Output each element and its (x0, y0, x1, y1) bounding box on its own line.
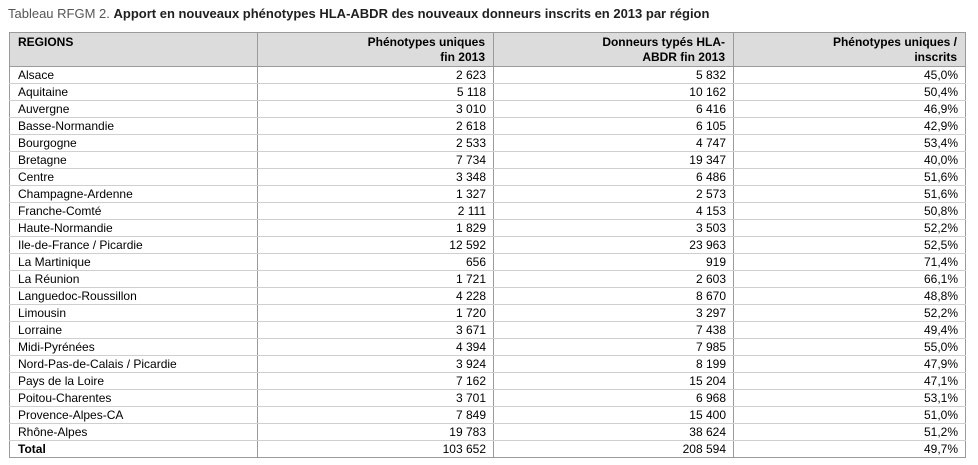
header-typed-donors: Donneurs typés HLA- ABDR fin 2013 (494, 33, 734, 67)
cell-typed-donors: 6 486 (494, 169, 734, 186)
cell-region: Provence-Alpes-CA (10, 407, 258, 424)
cell-region: Pays de la Loire (10, 373, 258, 390)
cell-unique-phenotypes: 2 111 (258, 203, 494, 220)
cell-unique-phenotypes: 1 327 (258, 186, 494, 203)
cell-region: Languedoc-Roussillon (10, 288, 258, 305)
header-row (10, 33, 966, 67)
cell-typed-donors: 6 105 (494, 118, 734, 135)
cell-unique-phenotypes: 2 618 (258, 118, 494, 135)
cell-typed-donors: 4 747 (494, 135, 734, 152)
cell-unique-phenotypes: 7 162 (258, 373, 494, 390)
cell-ratio: 50,8% (734, 203, 966, 220)
table-row (10, 254, 966, 271)
cell-ratio: 46,9% (734, 101, 966, 118)
cell-region: Champagne-Ardenne (10, 186, 258, 203)
total-label: Total (10, 441, 258, 458)
cell-region: Poitou-Charentes (10, 390, 258, 407)
table-row (10, 152, 966, 169)
table-row (10, 118, 966, 135)
cell-region: Lorraine (10, 322, 258, 339)
cell-typed-donors: 919 (494, 254, 734, 271)
cell-ratio: 40,0% (734, 152, 966, 169)
cell-unique-phenotypes: 3 348 (258, 169, 494, 186)
table-title-text: Apport en nouveaux phénotypes HLA-ABDR des nouveaux donneurs inscrits en 2013 par région (113, 6, 710, 21)
cell-typed-donors: 8 199 (494, 356, 734, 373)
cell-unique-phenotypes: 4 228 (258, 288, 494, 305)
cell-region: Limousin (10, 305, 258, 322)
cell-ratio: 51,0% (734, 407, 966, 424)
cell-unique-phenotypes: 3 701 (258, 390, 494, 407)
cell-typed-donors: 8 670 (494, 288, 734, 305)
cell-typed-donors: 3 297 (494, 305, 734, 322)
table-row (10, 135, 966, 152)
cell-region: Bretagne (10, 152, 258, 169)
cell-region: Ile-de-France / Picardie (10, 237, 258, 254)
table-row (10, 407, 966, 424)
total-row (10, 441, 966, 458)
cell-typed-donors: 19 347 (494, 152, 734, 169)
cell-ratio: 50,4% (734, 84, 966, 101)
cell-ratio: 51,6% (734, 186, 966, 203)
cell-typed-donors: 4 153 (494, 203, 734, 220)
cell-unique-phenotypes: 5 118 (258, 84, 494, 101)
cell-ratio: 45,0% (734, 67, 966, 84)
table-row (10, 339, 966, 356)
cell-region: Centre (10, 169, 258, 186)
cell-unique-phenotypes: 1 721 (258, 271, 494, 288)
cell-region: Bourgogne (10, 135, 258, 152)
table-row (10, 322, 966, 339)
cell-typed-donors: 15 400 (494, 407, 734, 424)
table-row (10, 305, 966, 322)
cell-typed-donors: 2 573 (494, 186, 734, 203)
table-header (10, 33, 966, 67)
table-row (10, 203, 966, 220)
cell-unique-phenotypes: 3 671 (258, 322, 494, 339)
cell-region: Auvergne (10, 101, 258, 118)
table-row (10, 169, 966, 186)
cell-region: Haute-Normandie (10, 220, 258, 237)
cell-typed-donors: 3 503 (494, 220, 734, 237)
header-regions: REGIONS (10, 33, 258, 67)
cell-unique-phenotypes: 4 394 (258, 339, 494, 356)
cell-ratio: 53,4% (734, 135, 966, 152)
cell-typed-donors: 6 416 (494, 101, 734, 118)
cell-ratio: 52,2% (734, 220, 966, 237)
table-row (10, 67, 966, 84)
total-ratio: 49,7% (734, 441, 966, 458)
cell-typed-donors: 5 832 (494, 67, 734, 84)
cell-region: La Réunion (10, 271, 258, 288)
cell-unique-phenotypes: 2 533 (258, 135, 494, 152)
cell-unique-phenotypes: 656 (258, 254, 494, 271)
cell-region: Aquitaine (10, 84, 258, 101)
cell-region: Midi-Pyrénées (10, 339, 258, 356)
cell-typed-donors: 7 438 (494, 322, 734, 339)
cell-unique-phenotypes: 1 720 (258, 305, 494, 322)
cell-ratio: 53,1% (734, 390, 966, 407)
cell-typed-donors: 7 985 (494, 339, 734, 356)
cell-typed-donors: 15 204 (494, 373, 734, 390)
table-title (8, 6, 709, 21)
total-unique-phenotypes: 103 652 (258, 441, 494, 458)
cell-region: La Martinique (10, 254, 258, 271)
cell-unique-phenotypes: 7 849 (258, 407, 494, 424)
cell-region: Franche-Comté (10, 203, 258, 220)
table-row (10, 84, 966, 101)
header-unique-phenotypes: Phénotypes uniques fin 2013 (258, 33, 494, 67)
cell-typed-donors: 38 624 (494, 424, 734, 441)
cell-unique-phenotypes: 7 734 (258, 152, 494, 169)
cell-ratio: 71,4% (734, 254, 966, 271)
table-row (10, 288, 966, 305)
table-row (10, 390, 966, 407)
cell-ratio: 51,6% (734, 169, 966, 186)
cell-ratio: 66,1% (734, 271, 966, 288)
cell-region: Alsace (10, 67, 258, 84)
cell-unique-phenotypes: 2 623 (258, 67, 494, 84)
cell-region: Rhône-Alpes (10, 424, 258, 441)
table-row (10, 237, 966, 254)
cell-ratio: 47,1% (734, 373, 966, 390)
cell-ratio: 48,8% (734, 288, 966, 305)
table-row (10, 424, 966, 441)
table-title-prefix: Tableau RFGM 2. (8, 6, 110, 21)
table-row (10, 101, 966, 118)
header-ratio: Phénotypes uniques / inscrits (734, 33, 966, 67)
cell-typed-donors: 10 162 (494, 84, 734, 101)
cell-ratio: 52,5% (734, 237, 966, 254)
cell-ratio: 55,0% (734, 339, 966, 356)
table-row (10, 186, 966, 203)
cell-ratio: 52,2% (734, 305, 966, 322)
total-typed-donors: 208 594 (494, 441, 734, 458)
cell-unique-phenotypes: 1 829 (258, 220, 494, 237)
cell-region: Basse-Normandie (10, 118, 258, 135)
cell-region: Nord-Pas-de-Calais / Picardie (10, 356, 258, 373)
table-row (10, 220, 966, 237)
cell-unique-phenotypes: 3 924 (258, 356, 494, 373)
table-row (10, 271, 966, 288)
table-body (10, 67, 966, 458)
cell-typed-donors: 23 963 (494, 237, 734, 254)
table-row (10, 373, 966, 390)
cell-typed-donors: 6 968 (494, 390, 734, 407)
table-row (10, 356, 966, 373)
cell-ratio: 42,9% (734, 118, 966, 135)
cell-unique-phenotypes: 3 010 (258, 101, 494, 118)
cell-ratio: 51,2% (734, 424, 966, 441)
cell-unique-phenotypes: 12 592 (258, 237, 494, 254)
cell-typed-donors: 2 603 (494, 271, 734, 288)
cell-ratio: 47,9% (734, 356, 966, 373)
cell-ratio: 49,4% (734, 322, 966, 339)
cell-unique-phenotypes: 19 783 (258, 424, 494, 441)
regions-table (9, 32, 966, 458)
